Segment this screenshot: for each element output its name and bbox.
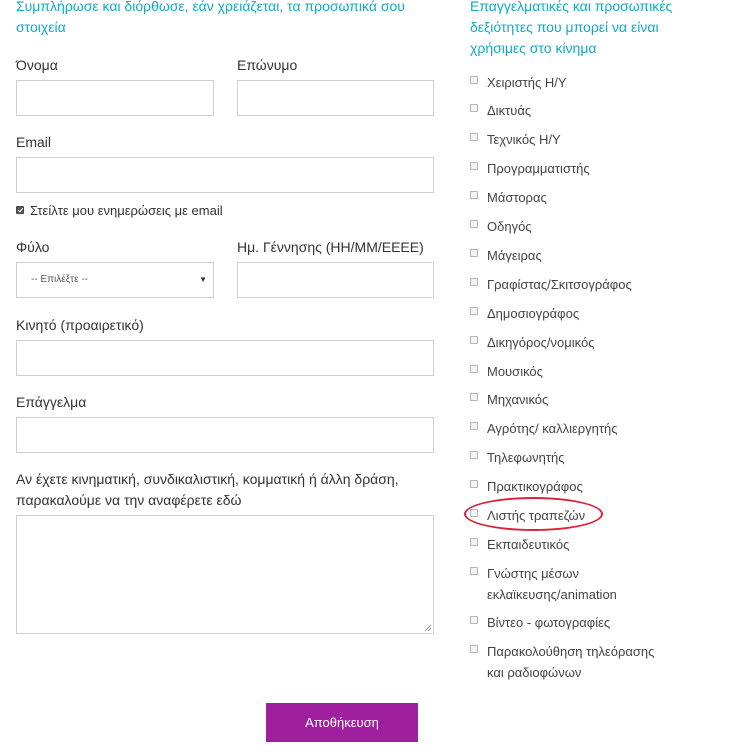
skill-label: Αγρότης/ καλλιεργητής [487,421,618,436]
skill-checkbox[interactable] [470,393,478,401]
skill-checkbox[interactable] [470,616,478,624]
mobile-label: Κινητό (προαιρετικό) [16,317,144,333]
skill-checkbox[interactable] [470,567,478,575]
skill-checkbox[interactable] [470,451,478,459]
birthdate-field[interactable] [237,262,434,298]
skill-item[interactable] [470,612,697,633]
email-updates-label: Στείλτε μου ενημερώσεις με email [30,203,223,218]
skill-label: Γραφίστας/Σκιτσογράφος [487,277,632,292]
activity-textarea[interactable] [16,515,434,634]
activity-label: Αν έχετε κινηματική, συνδικαλιστική, κομματική ή άλλη δράση, παρακαλούμε να την αναφέρετε εδώ [16,471,399,508]
birthdate-label: Ημ. Γέννησης (ΗΗ/ΜΜ/ΕΕΕΕ) [237,239,424,255]
skill-label: Μηχανικός [487,392,549,407]
first-name-field[interactable] [16,80,214,116]
gender-select-value: -- Επιλέξτε -- [31,274,89,285]
last-name-label: Επώνυμο [237,57,298,73]
skills-heading: Επαγγελματικές και προσωπικές δεξιότητες που μπορεί να είναι χρήσιμες στο κίνημα [470,0,673,56]
skill-label: Τεχνικός Η/Υ [487,132,561,147]
skill-checkbox[interactable] [470,76,478,84]
profession-label: Επάγγελμα [16,394,87,410]
skill-label: Δικηγόρος/νομικός [487,335,595,350]
skill-label: Παρακολούθηση τηλεόρασης και ραδιοφώνων [487,644,655,680]
skill-label: Μουσικός [487,364,543,379]
skill-checkbox[interactable] [470,307,478,315]
skill-label: Οδηγός [487,219,532,234]
email-updates-checkbox[interactable] [16,206,24,214]
skill-item[interactable] [470,332,697,353]
skill-checkbox[interactable] [470,480,478,488]
skill-checkbox[interactable] [470,191,478,199]
skill-checkbox[interactable] [470,104,478,112]
skill-item[interactable] [470,216,697,237]
resize-grip-icon[interactable] [424,624,431,631]
skill-item[interactable] [470,418,697,439]
skill-label: Μάστορας [487,190,547,205]
skill-label: Εκπαιδευτικός [487,537,570,552]
skill-item[interactable] [470,274,697,295]
skill-checkbox[interactable] [470,538,478,546]
save-button[interactable]: Αποθήκευση [266,703,418,742]
skill-label: Λιστής τραπεζών [487,508,586,523]
skill-item[interactable] [470,534,697,555]
skill-item[interactable] [470,361,697,382]
skill-label: Τηλεφωνητής [487,450,565,465]
skill-checkbox[interactable] [470,249,478,257]
profession-field[interactable] [16,417,434,453]
skill-item[interactable] [470,563,637,605]
skill-item[interactable] [470,245,697,266]
skill-label: Πρακτικογράφος [487,479,583,494]
skill-item[interactable] [470,447,697,468]
skill-label: Χειριστής Η/Υ [487,75,567,90]
skill-item[interactable] [470,476,697,497]
gender-select[interactable] [16,262,214,298]
skill-label: Γνώστης μέσων εκλαϊκευσης/animation [487,566,617,602]
skill-item[interactable] [470,641,672,683]
email-field[interactable] [16,157,434,193]
skill-checkbox[interactable] [470,162,478,170]
skill-label: Δικτυάς [487,103,532,118]
first-name-label: Όνομα [16,57,58,73]
skill-label: Δημοσιογράφος [487,306,580,321]
annotation-circle [464,497,603,531]
skill-checkbox[interactable] [470,422,478,430]
skill-item[interactable] [470,72,697,93]
skill-item[interactable] [470,303,697,324]
email-label: Email [16,134,52,150]
skill-item[interactable] [470,129,697,150]
skill-item[interactable] [470,100,697,121]
skill-checkbox[interactable] [470,365,478,373]
last-name-field[interactable] [237,80,434,116]
skill-item[interactable] [470,187,697,208]
skill-item[interactable] [470,389,697,410]
skill-label: Μάγειρας [487,248,542,263]
mobile-field[interactable] [16,340,434,376]
gender-label: Φύλο [16,239,50,255]
skill-label: Βίντεο - φωτογραφίες [487,615,611,630]
skill-checkbox[interactable] [470,278,478,286]
personal-info-heading: Συμπλήρωσε και διόρθωσε, εάν χρειάζεται, τα προσωπικά σου στοιχεία [16,0,405,35]
skill-checkbox[interactable] [470,220,478,228]
skill-checkbox[interactable] [470,133,478,141]
chevron-down-icon: ▼ [199,275,207,284]
skill-label: Προγραμματιστής [487,161,590,176]
skill-item[interactable] [470,158,697,179]
skill-checkbox[interactable] [470,336,478,344]
skill-checkbox[interactable] [470,645,478,653]
